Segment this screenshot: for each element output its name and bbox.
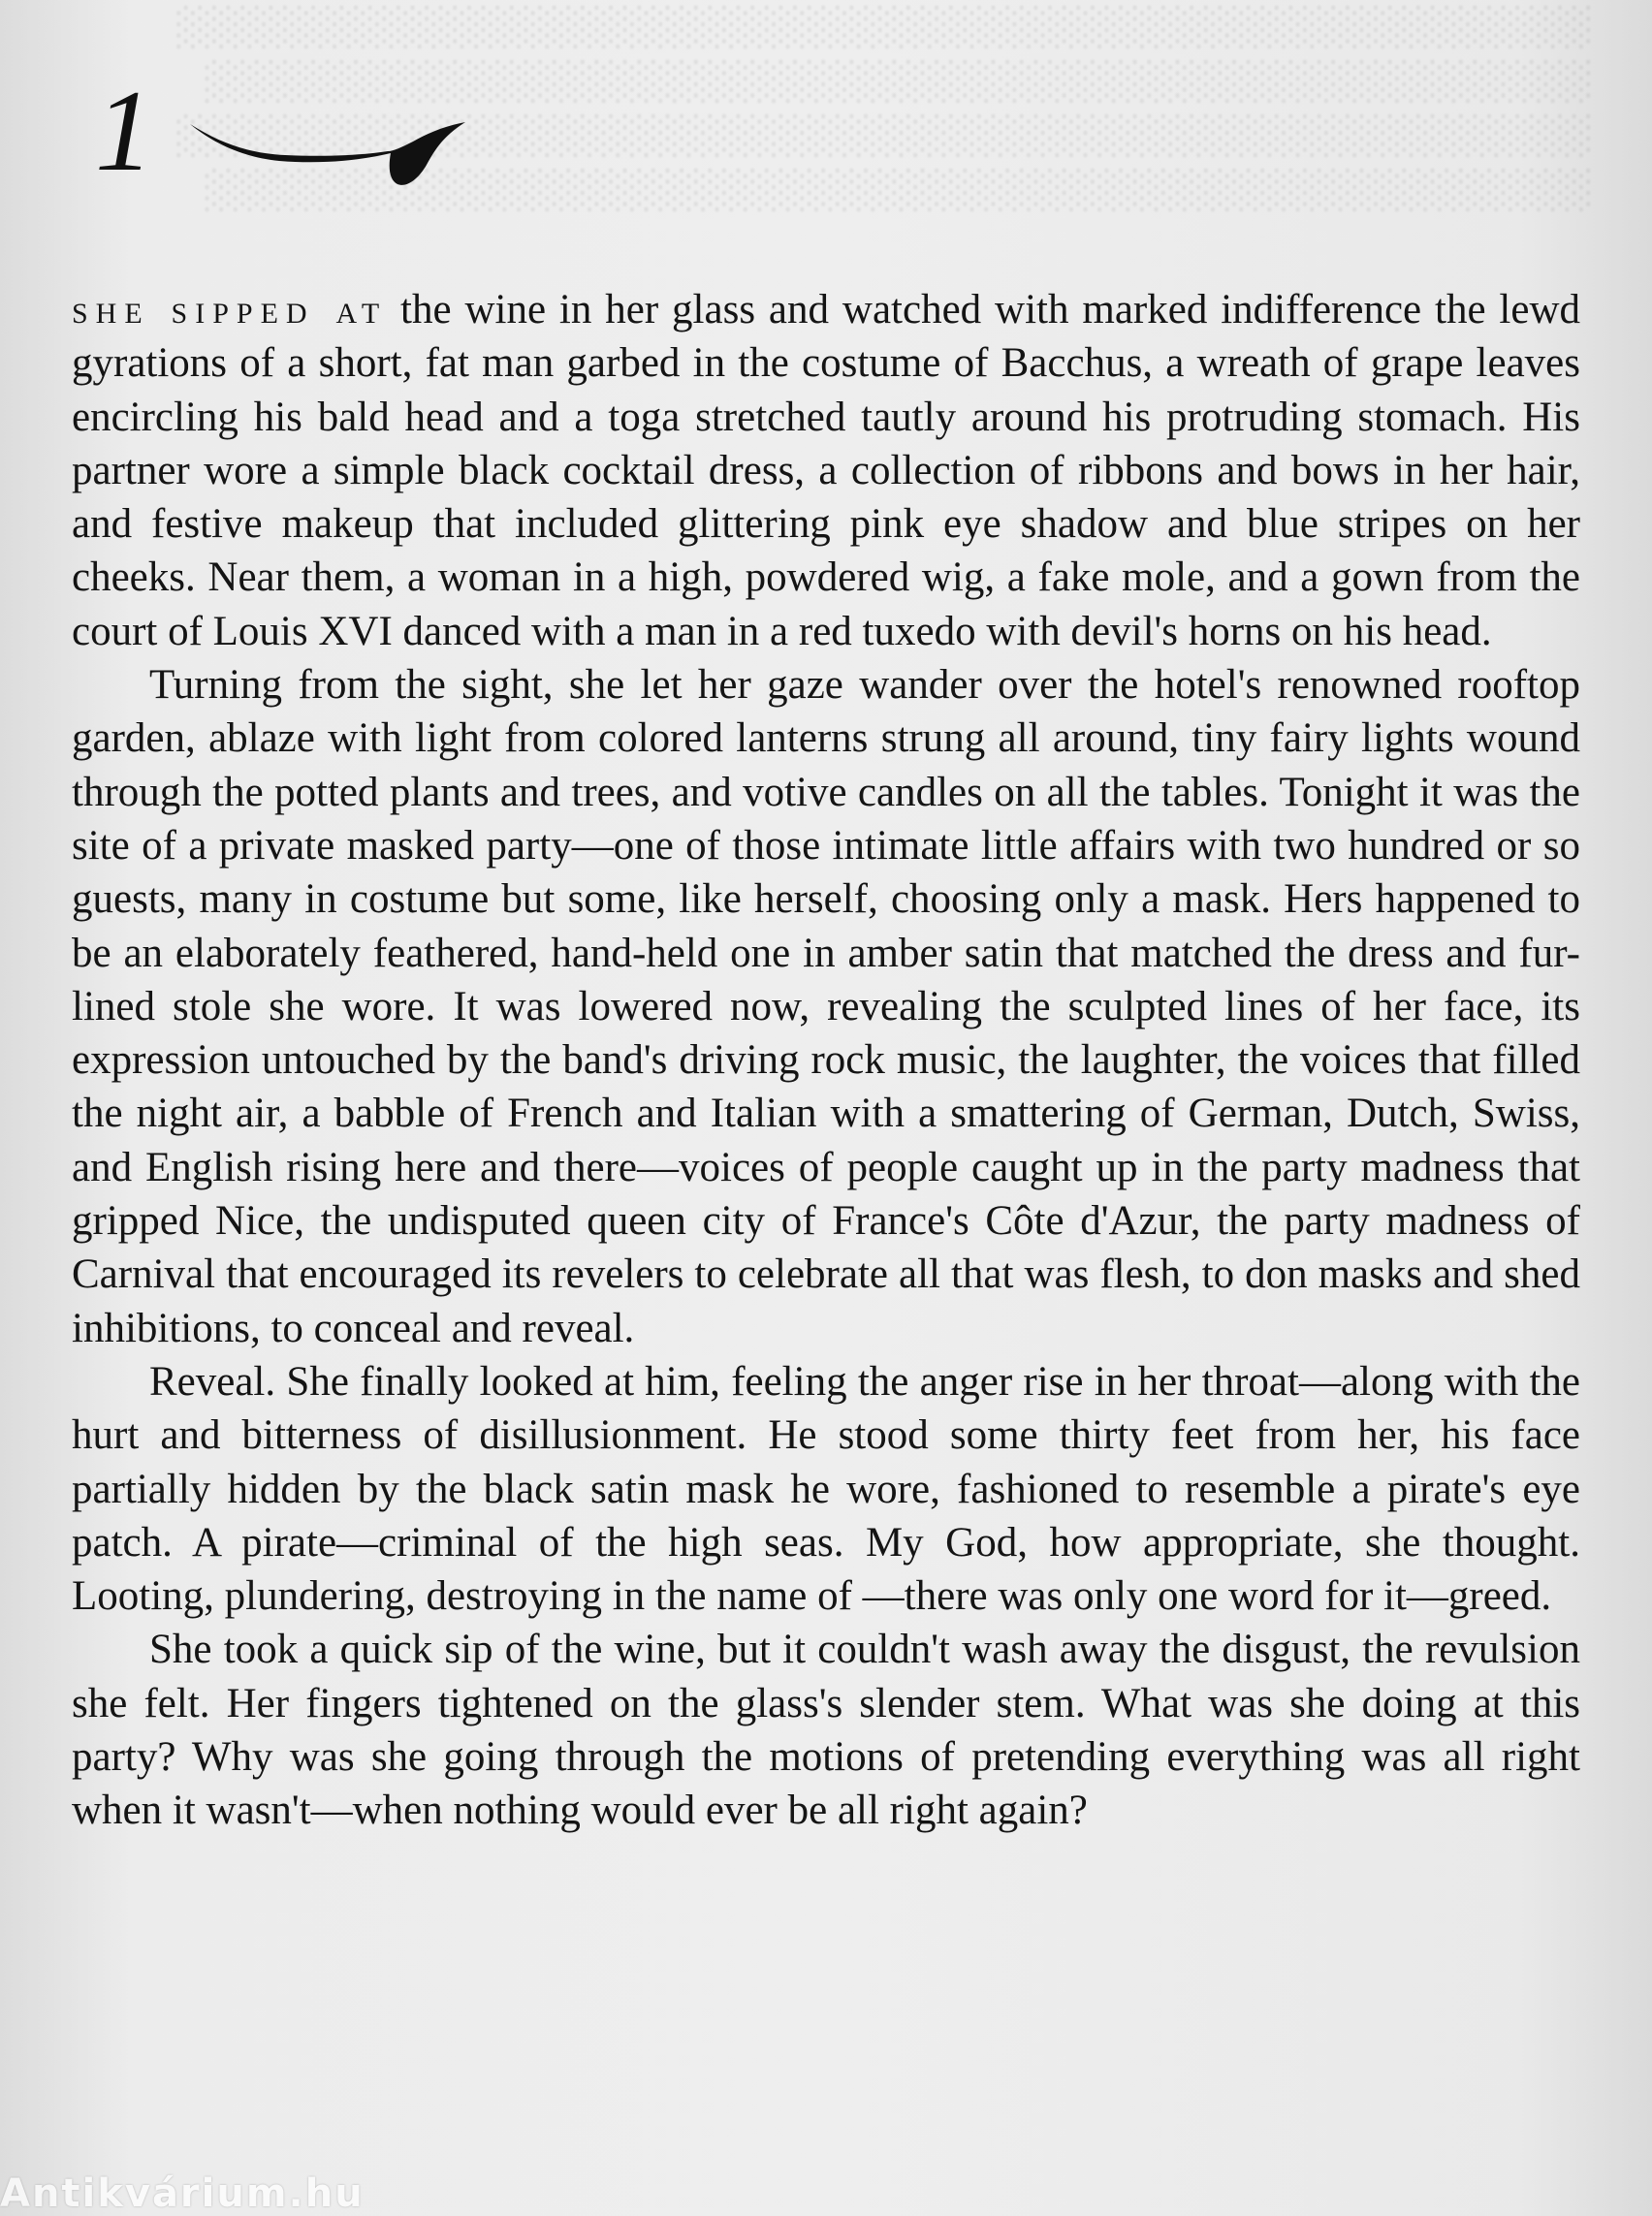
small-caps-lead-in: she sipped at [72,287,388,332]
paragraph-text: She took a quick sip of the wine, but it couldn't wash away the disgust, the revulsion she felt. Her fingers tightened on the glass's slender stem. What was she doing at this party? Why was she going through the motions of pretending everything was all right when it wasn't—when nothing would ever be all right again? [72,1627,1580,1834]
chapter-heading [95,68,425,204]
paragraph [72,658,1580,1355]
paragraph-text: Turning from the sight, she let her gaze wander over the hotel's renowned rooftop garden, ablaze with light from colored lanterns strung all around, tiny fairy lights wound through the potted plants and trees, and votive candles on all the tables. Tonight it was the site of a private masked party—one of those intimate little affairs with two hundred or so guests, many in costume but some, like herself, choosing only a mask. Hers happened to be an elaborately feathered, hand-held one in amber satin that matched the dress and fur-lined stole she wore. It was lowered now, revealing the sculpted lines of her face, its expression untouched by the band's driving rock music, the laughter, the voices that filled the night air, a babble of French and Italian with a smattering of German, Dutch, Swiss, and English rising here and there—voices of people caught up in the party madness that gripped Nice, the undisputed queen city of France's Côte d'Azur, the party madness of Carnival that encouraged its revelers to celebrate all that was flesh, to don masks and shed inhibitions, to conceal and reveal. [72,662,1580,1351]
watermark: Antikvárium.hu [0,2171,365,2216]
chapter-number: 1 [95,66,153,195]
show-through-text: ░░░░░░░░░░░░░░░░░░░░░░░░░░░░░░░░░░░░░░░░░░░░░░░░░░ ░░░░░░░░░░░░░░░░░░░░░░░░░░░░░░░░░░░░░░░░░░░░░░░░░ ░░░░░░░░░░░░░░░░░░░░░░░░░░░░░░░░░░░░░░░░░░░░░░░░░░ ░░░░░░░░░░░░░░░░░░░░░░░░░░░░░░░░░░░░░░░░░░░░░░░░░ [173,6,1590,211]
paragraph-text: Reveal. She finally looked at him, feeling the anger rise in her throat—along with the hurt and bitterness of disillusionment. He stood some thirty feet from her, his face partially hidden by the black satin mask he wore, fashioned to resemble a pirate's eye patch. A pirate—criminal of the high seas. My God, how appropriate, she thought. Looting, plundering, destroying in the name of —there was only one word for it—greed. [72,1358,1580,1620]
paragraph [72,1623,1580,1837]
paragraph [72,1355,1580,1623]
chapter-body [72,283,1580,1838]
swash-ornament-icon [182,95,492,192]
paragraph-text: the wine in her glass and watched with marked indifference the lewd gyrations of a short, fat man garbed in the costume of Bacchus, a wreath of grape leaves encircling his bald head and a toga stretched tautly around his protruding stomach. His partner wore a simple black cocktail dress, a collection of ribbons and bows in her hair, and festive makeup that included glittering pink eye shadow and blue stripes on her cheeks. Near them, a woman in a high, powdered wig, a fake mole, and a gown from the court of Louis XVI danced with a man in a red tuxedo with devil's horns on his head. [72,287,1581,654]
paragraph [72,283,1580,658]
